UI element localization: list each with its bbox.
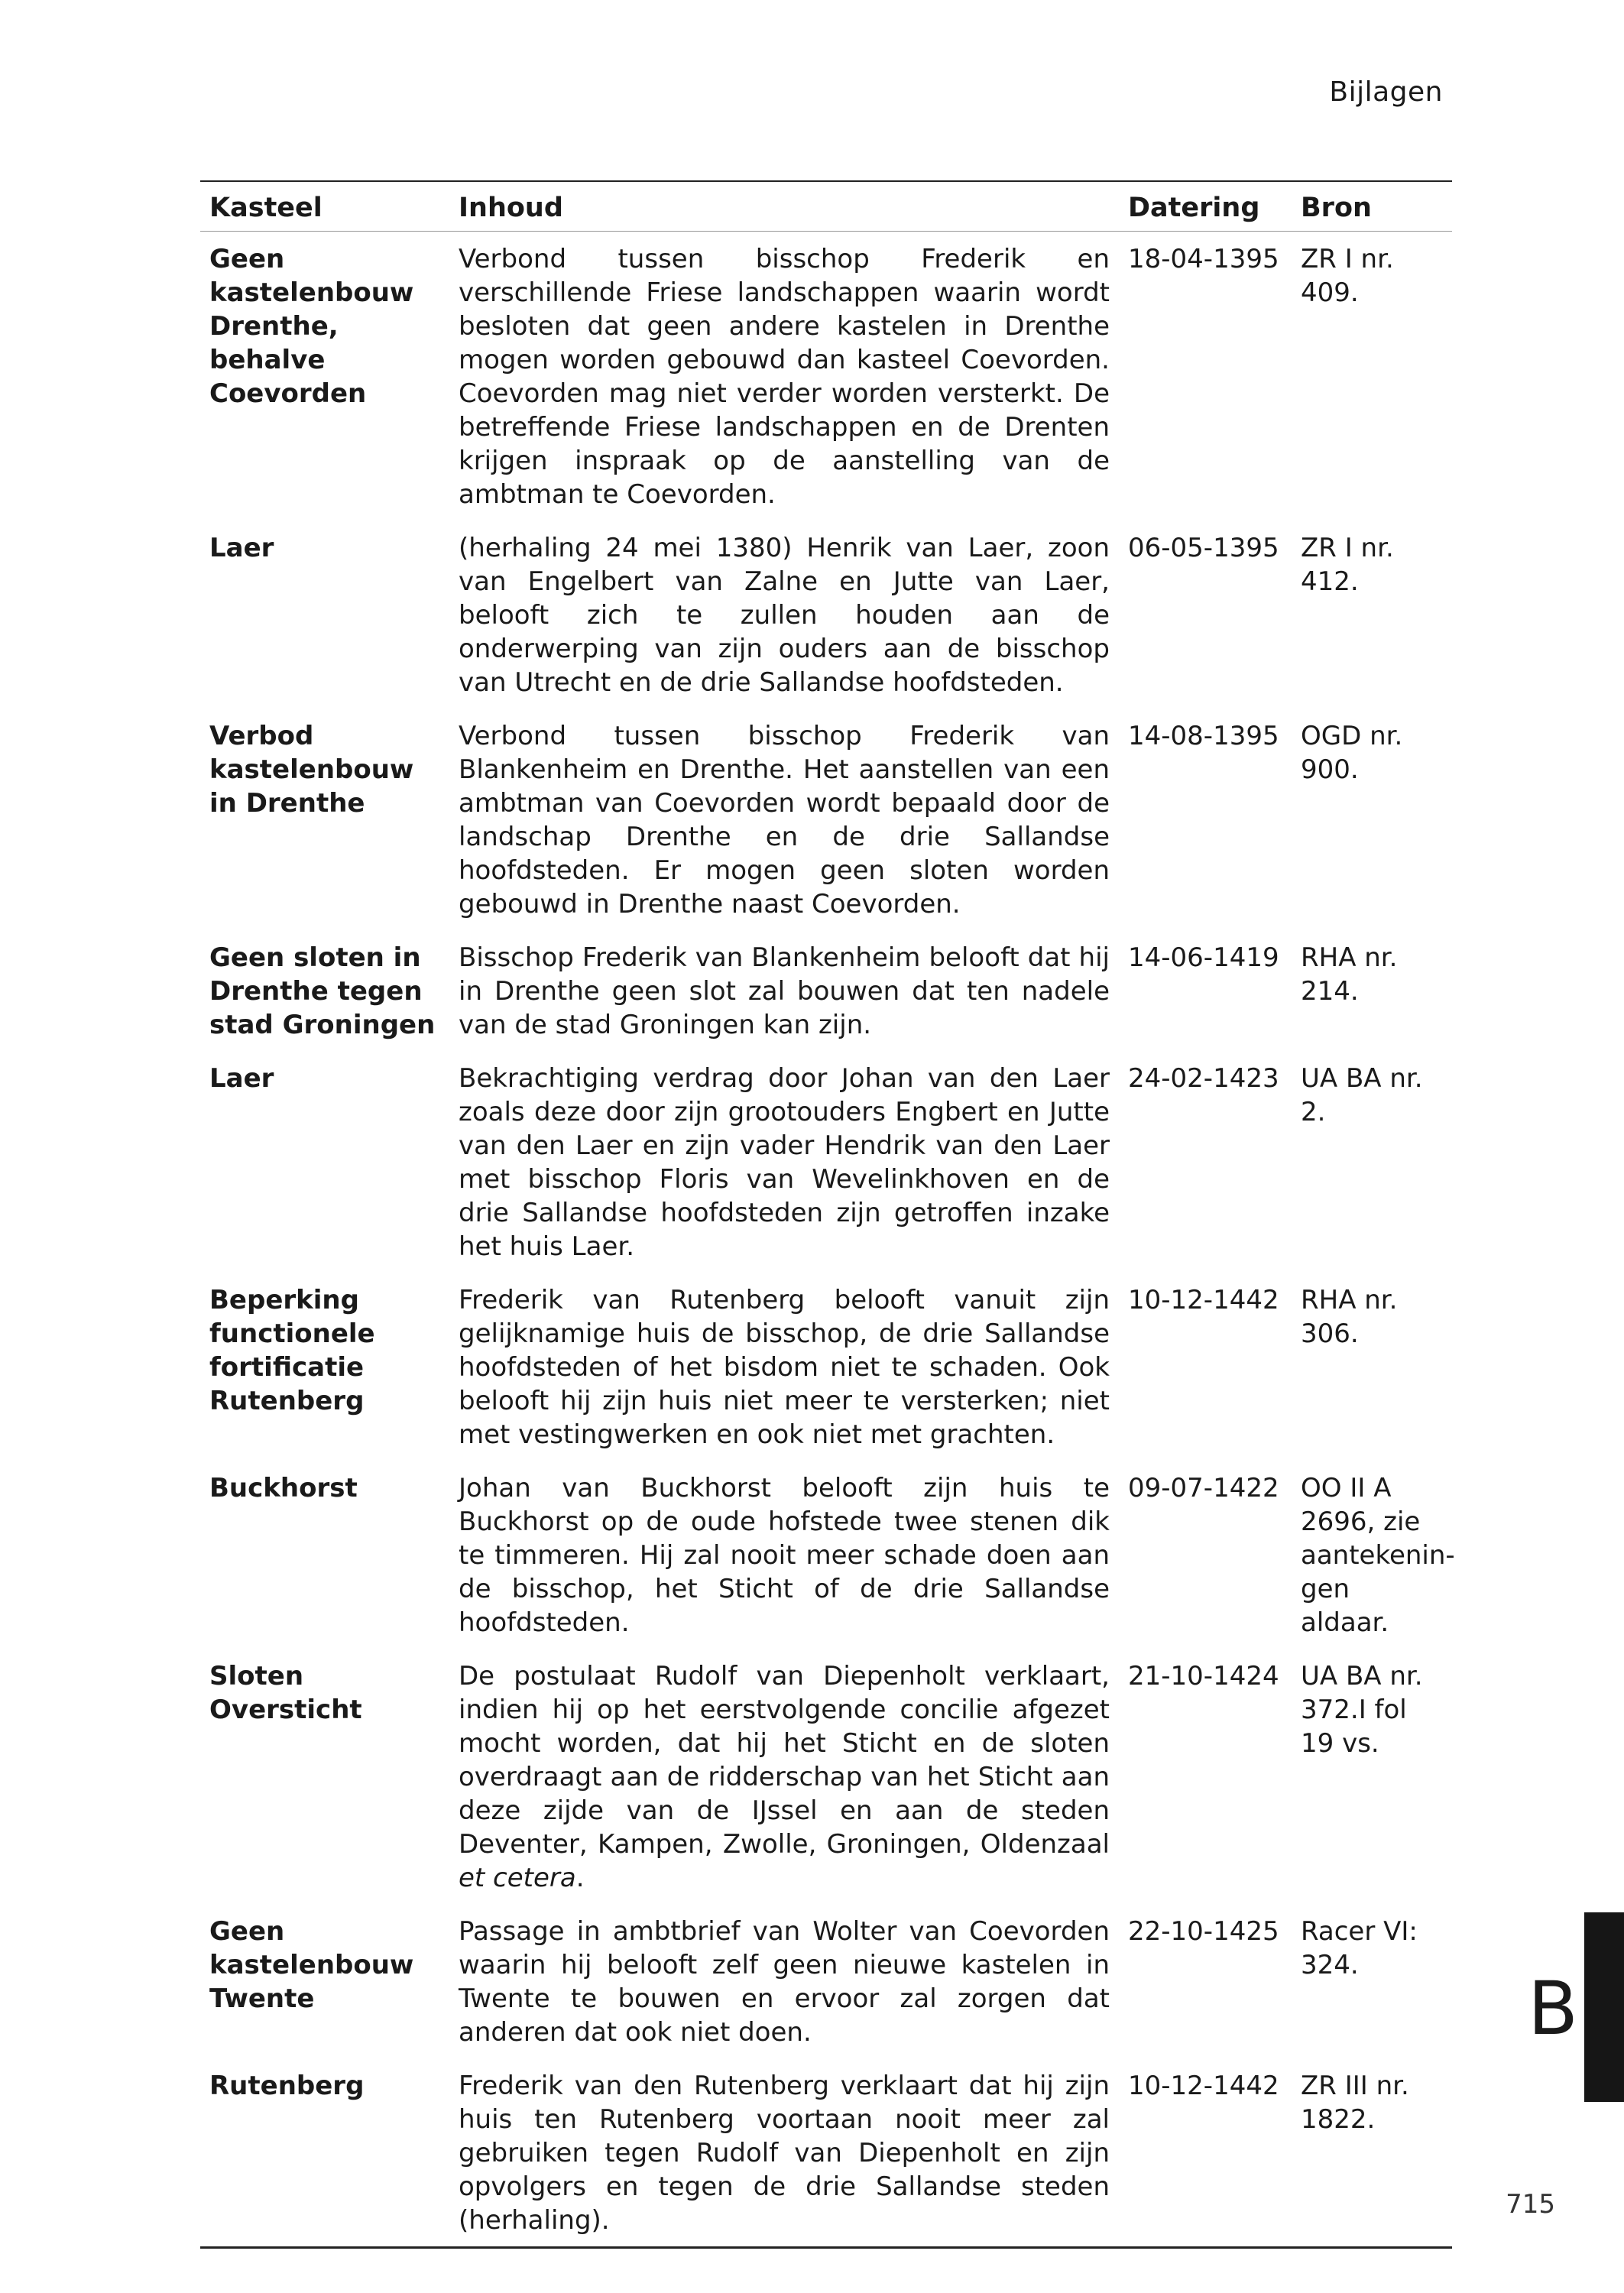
content-text: Frederik van Rutenberg belooft vanuit zijn gelijknamige huis de bisschop, de drie Sallandse hoofdsteden of het bisdom niet te schaden. Ook belooft hij zijn huis niet meer te versterken; niet met vestingwerken en ook niet met grachten. <box>459 1285 1110 1450</box>
appendix-table-container <box>200 180 1455 2249</box>
source-cell: Racer VI: 324. <box>1301 1916 1418 1980</box>
table-row <box>200 1461 1452 1649</box>
table-row <box>200 1904 1452 2058</box>
content-cell <box>449 930 1119 1051</box>
castle-cell: Beperking functionele fortificatie Rutenberg <box>209 1285 375 1416</box>
date-cell: 10-12-1442 <box>1128 2071 1279 2101</box>
source-cell: UA BA nr. 372.I fol 19 vs. <box>1301 1661 1423 1759</box>
content-text: Bisschop Frederik van Blankenheim belooft dat hij in Drenthe geen slot zal bouwen dat ten nadele van de stad Groningen kan zijn. <box>459 942 1110 1040</box>
table-row <box>200 709 1452 930</box>
source-cell: ZR I nr. 409. <box>1301 244 1394 308</box>
content-cell <box>449 2058 1119 2248</box>
content-text: Verbond tussen bisschop Frederik van Blankenheim en Drenthe. Het aanstellen van een ambtman van Coevorden wordt bepaald door de landschap Drenthe en de drie Sallandse hoofdsteden. Er mogen geen sloten worden gebouwd in Drenthe naast Coevorden. <box>459 721 1110 919</box>
content-cell <box>449 232 1119 521</box>
content-text: De postulaat Rudolf van Diepenholt verklaart, indien hij op het eerstvolgende concilie afgezet mocht worden, dat hij het Sticht en de sloten overdraagt aan de ridderschap van het Sticht aan deze zijde van de IJssel en aan de steden Deventer, Kampen, Zwolle, Groningen, Oldenzaal <box>459 1661 1110 1860</box>
castle-cell: Buckhorst <box>209 1473 358 1503</box>
source-cell: ZR III nr. 1822. <box>1301 2071 1409 2135</box>
source-cell: OGD nr. 900. <box>1301 721 1403 785</box>
castle-cell: Sloten Oversticht <box>209 1661 362 1725</box>
castle-cell: Rutenberg <box>209 2071 365 2101</box>
content-text: Johan van Buckhorst belooft zijn huis te Buckhorst op de oude hofstede twee stenen dik te timmeren. Hij zal nooit meer schade doen aan de bisschop, het Sticht of de drie Sallandse hoofdsteden. <box>459 1473 1110 1638</box>
date-cell: 10-12-1442 <box>1128 1285 1279 1315</box>
source-cell: RHA nr. 306. <box>1301 1285 1398 1349</box>
table-row <box>200 521 1452 709</box>
column-header-castle: Kasteel <box>209 193 323 223</box>
content-cell <box>449 1273 1119 1461</box>
content-cell <box>449 709 1119 930</box>
content-text: Bekrachtiging verdrag door Johan van den Laer zoals deze door zijn grootouders Engbert en Jutte van den Laer en zijn vader Hendrik van den Laer met bisschop Floris van Wevelinkhoven en de drie Sallandse hoofdsteden zijn getroffen inzake het huis Laer. <box>459 1063 1110 1262</box>
column-header-content: Inhoud <box>459 193 563 223</box>
source-cell: UA BA nr. 2. <box>1301 1063 1423 1127</box>
castle-cell: Geen sloten in Drenthe tegen stad Groningen <box>209 942 436 1040</box>
section-tab-letter: B <box>1528 1966 1578 2051</box>
date-cell: 14-08-1395 <box>1128 721 1279 751</box>
table-header-row <box>200 181 1452 232</box>
content-text-end: . <box>575 1863 585 1893</box>
table-row <box>200 1649 1452 1904</box>
source-cell: OO II A 2696, zie aantekenin-gen aldaar. <box>1301 1473 1455 1638</box>
content-cell <box>449 1649 1119 1904</box>
table-row <box>200 232 1452 521</box>
content-text: Passage in ambtbrief van Wolter van Coevorden waarin hij belooft zelf geen nieuwe kastelen in Twente te bouwen en ervoor zal zorgen dat anderen dat ook niet doen. <box>459 1916 1110 2048</box>
castle-cell: Laer <box>209 533 274 563</box>
castle-cell: Laer <box>209 1063 274 1094</box>
content-text: Frederik van den Rutenberg verklaart dat hij zijn huis ten Rutenberg voortaan nooit meer zal gebruiken tegen Rudolf van Diepenholt en zijn opvolgers en tegen de drie Sallandse steden (herhaling). <box>459 2071 1110 2236</box>
date-cell: 18-04-1395 <box>1128 244 1279 274</box>
content-text: (herhaling 24 mei 1380) Henrik van Laer, zoon van Engelbert van Zalne en Jutte van Laer, belooft zich te zullen houden aan de onderwerping van zijn ouders aan de bisschop van Utrecht en de drie Sallandse hoofdsteden. <box>459 533 1110 698</box>
castle-cell: Geen kastelenbouw Drenthe, behalve Coevorden <box>209 244 414 409</box>
content-cell <box>449 1461 1119 1649</box>
content-italic-text: et cetera <box>459 1863 576 1893</box>
source-cell: RHA nr. 214. <box>1301 942 1398 1007</box>
table-row <box>200 1273 1452 1461</box>
date-cell: 06-05-1395 <box>1128 533 1279 563</box>
page-number: 715 <box>1506 2189 1555 2220</box>
table-row <box>200 2058 1452 2248</box>
table-row <box>200 1051 1452 1273</box>
content-cell <box>449 1904 1119 2058</box>
date-cell: 09-07-1422 <box>1128 1473 1279 1503</box>
content-text: Verbond tussen bisschop Frederik en verschillende Friese landschappen waarin wordt besloten dat geen andere kastelen in Drenthe mogen worden gebouwd dan kasteel Coevorden. Coevorden mag niet verder worden versterkt. De betreffende Friese landschappen en de Drenten krijgen inspraak op de aanstelling van de ambtman te Coevorden. <box>459 244 1110 510</box>
appendix-table <box>200 180 1455 2249</box>
table-row <box>200 930 1452 1051</box>
source-cell: ZR I nr. 412. <box>1301 533 1394 597</box>
column-header-source: Bron <box>1301 193 1372 223</box>
content-cell <box>449 1051 1119 1273</box>
date-cell: 14-06-1419 <box>1128 942 1279 973</box>
content-cell <box>449 521 1119 709</box>
section-tab-marker <box>1584 1912 1624 2102</box>
column-header-date: Datering <box>1128 193 1260 223</box>
date-cell: 21-10-1424 <box>1128 1661 1279 1691</box>
date-cell: 24-02-1423 <box>1128 1063 1279 1094</box>
castle-cell: Geen kastelenbouw Twente <box>209 1916 414 2014</box>
castle-cell: Verbod kastelenbouw in Drenthe <box>209 721 414 819</box>
date-cell: 22-10-1425 <box>1128 1916 1279 1947</box>
running-head: Bijlagen <box>1329 76 1443 108</box>
